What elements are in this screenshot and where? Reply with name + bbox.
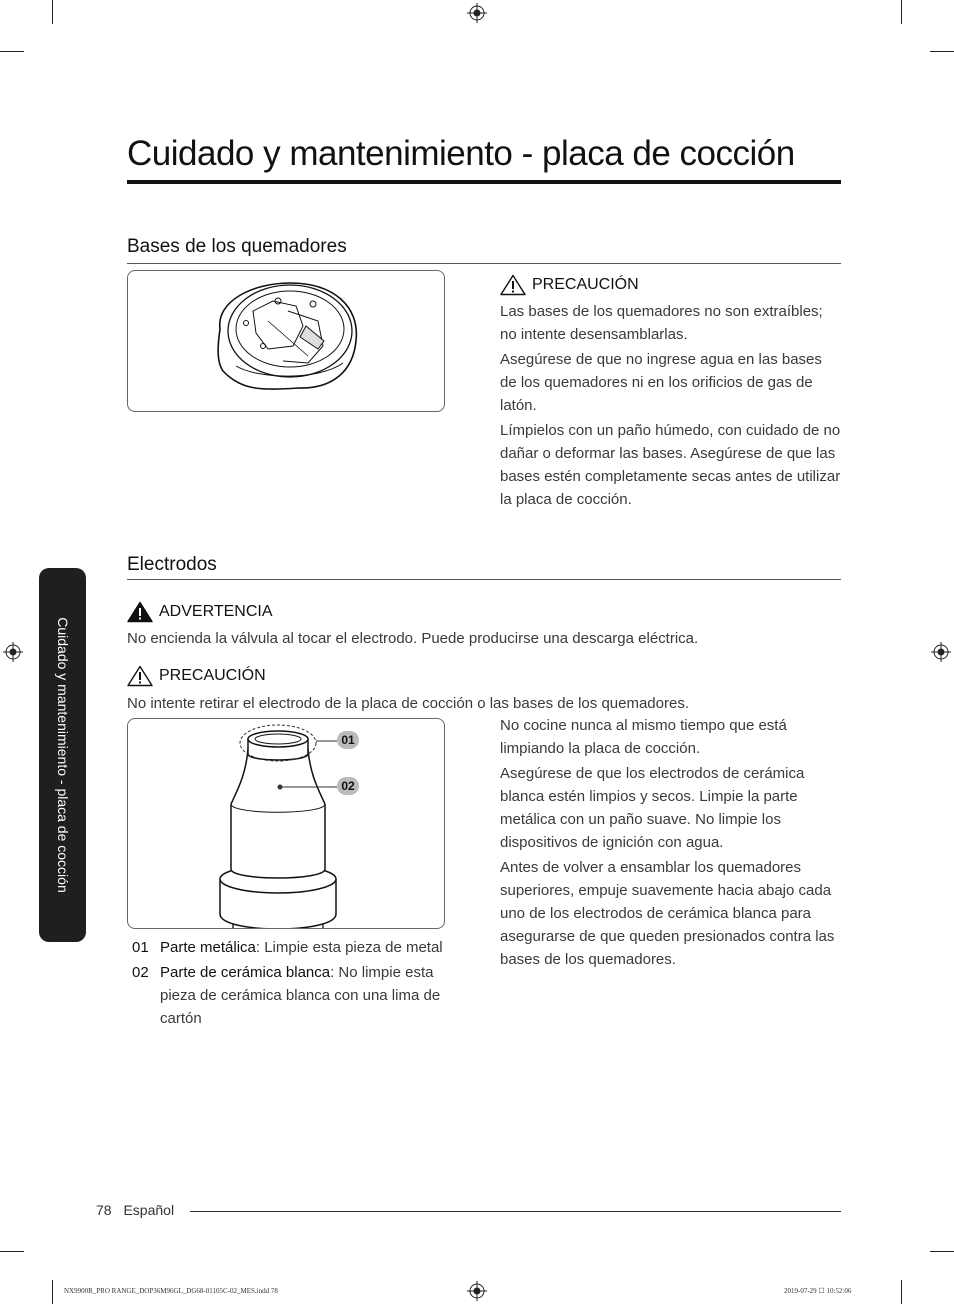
crop-mark [0,1251,24,1252]
legend-item [132,961,456,1030]
warning-label-text: ADVERTENCIA [159,603,273,620]
paragraph: Las bases de los quemadores no son extraíbles; no intente desensamblarlas. [500,303,823,343]
caution-text: No intente retirar el electrodo de la placa de cocción o las bases de los quemadores. [127,695,689,712]
registration-mark-icon [467,1281,487,1301]
crop-mark [930,51,954,52]
legend-description: : Limpie esta pieza de metal [255,939,443,956]
caution-text-block [500,300,842,511]
warning-triangle-icon [127,601,153,623]
legend-number: 02 [132,964,149,981]
caution-label-text: PRECAUCIÓN [159,667,266,684]
caution-label-text: PRECAUCIÓN [532,276,639,293]
crop-mark [52,0,53,24]
callout-01-badge: 01 [337,731,359,749]
caution-label [127,665,266,687]
caution-triangle-icon [127,665,153,687]
footer-language: Español [123,1202,175,1218]
legend-description: : No limpie esta pieza de cerámica blanca con una lima de cartón [160,964,441,1027]
crop-mark [930,1251,954,1252]
electrode-illustration [128,719,444,928]
warning-text: No encienda la válvula al tocar el electrodo. Puede producirse una descarga eléctrica. [127,630,699,647]
crop-mark [901,1280,902,1304]
figure-legend [132,936,456,1030]
legend-item [132,936,456,959]
page-footer [96,1202,174,1218]
burner-base-illustration [128,271,444,411]
section-heading-electrodes: Electrodos [127,554,217,575]
paragraph: Asegúrese de que los electrodos de cerámica blanca estén limpios y secos. Limpie la parte metálica con un paño suave. No limpie los dispositivos de ignición con agua. [500,765,805,851]
print-slug-left: NX9900R_PRO RANGE_DOP36M96GL_DG68-01105C-02_MES.indd 78 [64,1287,278,1295]
legend-term: Parte metálica [160,939,256,956]
side-tab [39,568,86,942]
registration-mark-icon [931,642,951,662]
legend-term: Parte de cerámica blanca [160,964,331,981]
page-title: Cuidado y mantenimiento - placa de cocción [127,134,795,173]
electrode-text-block [500,714,842,971]
warning-label [127,601,273,623]
paragraph: Asegúrese de que no ingrese agua en las bases de los quemadores ni en los orificios de gas de latón. [500,351,822,414]
burner-base-figure [127,270,445,412]
section-divider [127,579,841,580]
section-divider [127,263,841,264]
footer-divider [190,1211,841,1212]
registration-mark-icon [3,642,23,662]
caution-triangle-icon [500,274,526,296]
paragraph: Límpielos con un paño húmedo, con cuidado de no dañar o deformar las bases. Asegúrese de que las bases estén completamente secas antes de utilizar la placa de cocción. [500,422,841,508]
callout-02-badge: 02 [337,777,359,795]
crop-mark [0,51,24,52]
side-tab-label: Cuidado y mantenimiento - placa de cocción [54,617,71,893]
paragraph: Antes de volver a ensamblar los quemadores superiores, empuje suavemente hacia abajo cada uno de los electrodos de cerámica blanca para asegurarse de que queden presionados contra las bases de los quemadores. [500,859,835,968]
legend-number: 01 [132,939,149,956]
caution-label [500,274,639,296]
crop-mark [52,1280,53,1304]
title-divider [127,180,841,184]
electrode-figure [127,718,445,929]
print-slug-right: 2019-07-29 ☐ 10:52:06 [784,1287,852,1295]
crop-mark [901,0,902,24]
paragraph: No cocine nunca al mismo tiempo que está limpiando la placa de cocción. [500,717,787,757]
registration-mark-icon [467,3,487,23]
page-number: 78 [96,1202,112,1218]
section-heading-burner-bases: Bases de los quemadores [127,236,347,257]
